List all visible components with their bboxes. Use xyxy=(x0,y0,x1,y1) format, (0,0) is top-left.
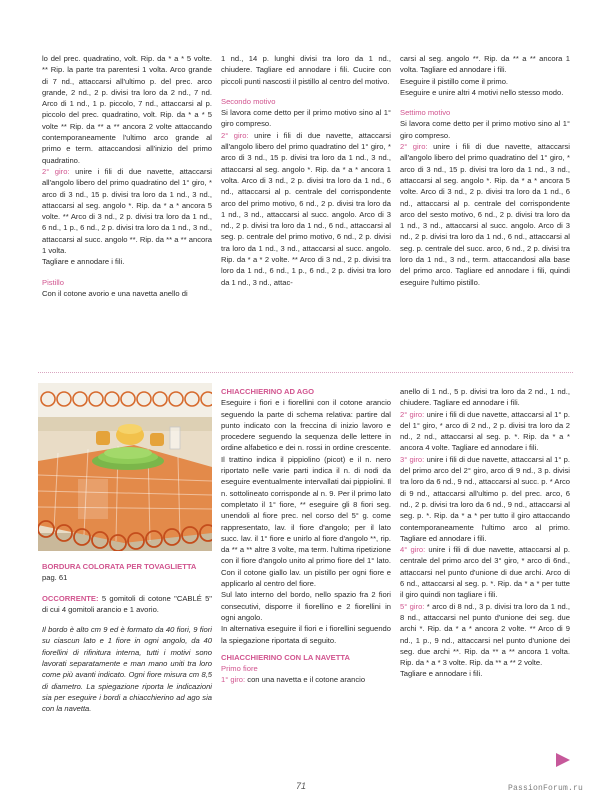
top-column-1 xyxy=(42,53,212,299)
page-number: 71 xyxy=(296,781,307,791)
secondo-motivo-heading: Secondo motivo xyxy=(221,96,276,106)
round-text: * arco di 8 nd., 3 p. divisi tra loro da 1 nd., 8 nd., attaccarsi nel punto d'unione dei seg. due archi *. Rip. da * a * ancora 2 volte. ** Arco di 9 nd., 1 p., 9 nd., attaccarsi nel punto d'unione dei seg. due archi **. Rip. da ** a ** ancora 1 volta. Rip. da * a * 3 volte. Rip. da ** a ** 2 volte. xyxy=(400,601,570,668)
top-column-3 xyxy=(400,53,570,288)
col3-b: Eseguire il pistillo come il primo. xyxy=(400,76,509,86)
round-5-paragraph xyxy=(400,601,570,669)
top-col1-text: lo del prec. quadratino, volt. Rip. da * a * 5 volte. ** Rip. la parte tra parentesi 1 volta. Arco grande di 7 nd., attaccarsi all'ultimo p. del prec. arco grande, 2 nd., 2 p. divisi tra loro da 2 nd., 7 nd. Arco di 1 nd., 1 p. piccolo, 7 nd., attaccarsi al p. piccolo del prec. quadratino, volt. Rip. da * a * 5 volte ** Rip. da ** a ** ancora 2 volte attaccando contemporaneamente l'ultimo arco grande al primo e term. attaccandosi all'inizio del primo quadratino. xyxy=(42,54,212,165)
round-text: unire i fili di due navette, attaccarsi al p. centrale del primo arco del 3° giro, * arco di 6nd., attaccarsi nel punto d'unione di due archi. Arco di 6 nd., attaccarsi al seg. p. *. Rip. da * a * per tutte il giro quindi non tagliare i fili. xyxy=(400,545,570,600)
section-divider xyxy=(38,372,573,373)
secondo-intro: Si lavora come detto per il primo motivo sino al 1° giro compreso. xyxy=(221,108,391,129)
materials-paragraph xyxy=(42,593,212,616)
project-title: BORDURA COLORATA PER TOVAGLIETTA xyxy=(42,562,197,571)
settimo-motivo-heading: Settimo motivo xyxy=(400,108,451,118)
round-label: 2° giro: xyxy=(400,409,425,419)
pistillo-text: Con il cotone avorio e una navetta anello di xyxy=(42,288,188,298)
col2-intro: 1 nd., 14 p. lunghi divisi tra loro da 1 nd., chiudere. Tagliare ed annodare i fili. Cucire con piccoli punti nascosti il pistillo al centro del motivo. xyxy=(221,54,391,86)
needle-tatting-text-2: Sul lato interno del bordo, nello spazio fra 2 fiori consecutivi, disporre il fiorellino e 2 fiorellini in ogni angolo. xyxy=(221,590,391,622)
ring-instruction: anello di 1 nd., 5 p. divisi tra loro da 2 nd., 1 nd., chiudere. Tagliare ed annodare i fili. xyxy=(400,387,570,408)
pistillo-heading: Pistillo xyxy=(42,277,64,287)
round-1-paragraph xyxy=(221,674,391,685)
end-instruction: Tagliare e annodare i fili. xyxy=(42,257,125,267)
needle-tatting-heading: CHIACCHIERINO AD AGO xyxy=(221,387,315,396)
round-label: 2° giro: xyxy=(400,142,428,152)
settimo-intro: Si lavora come detto per il primo motivo sino al 1° giro compreso. xyxy=(400,119,570,140)
col3-c: Eseguire e unire altri 4 motivi nello stesso modo. xyxy=(400,87,564,97)
watermark: PassionForum.ru xyxy=(508,784,584,793)
round-text: unire i fili di due navette, attaccarsi al 1° p. del 1° giro, * arco di 2 nd., 2 p. divisi tra loro da 2 nd., 2 nd., attaccarsi al seg. p. *. Rip. da * a * ancora 4 volte. Tagliare ed annodare i fili. xyxy=(400,409,570,453)
bottom-column-2 xyxy=(221,386,391,686)
round-text: unire i fili di due navette, attaccarsi all'angolo libero del primo quadratino del 1° giro, * arco di 3 nd., 15 p. divisi tra loro da 1 nd., 3 nd., attaccarsi al seg. angolo *. Rip. da * a * ancora 5 volte. Arco di 3 nd., 2 p. divisi tra loro da 1 nd., 6 nd., attaccarsi al p. centrale del corrispondente arco del sesto motivo, 6 nd., 2 p. divisi tra loro da 1 nd., 3 nd., attaccarsi al succ. angolo. Arco di 3 nd., 2 p. divisi tra loro da 1 nd., 6 nd., attaccarsi al seg. p. centrale del succ. arco, 6 nd., 2 p. divisi tra loro da 1 nd., 3 nd., term. attaccandosi alla base del primo arco. Tagliare ed annodare i fili, quindi eseguire l'ultimo pistillo. xyxy=(400,142,570,287)
col3-a: carsi al seg. angolo **. Rip. da ** a ** ancora 1 volta. Tagliare ed annodare i fili. xyxy=(400,54,570,75)
round-label: 2° giro: xyxy=(221,130,249,140)
tablecloth-photo-illustration xyxy=(38,383,212,551)
round-text: con una navetta e il cotone arancio xyxy=(247,675,366,685)
materials-label: OCCORRENTE: xyxy=(42,593,99,603)
shuttle-tatting-heading: CHIACCHIERINO CON LA NAVETTA xyxy=(221,652,350,662)
intro-paragraph: Il bordo è alto cm 9 ed è formato da 40 fiori, 9 fiori su ciascun lato e 1 fiore in ogni angolo, da 40 fiorellini di rifinitura interna, tutti i motivi sono lavorati separatamente e man mano uniti tra loro come più avanti indicato. Ogni fiore misura cm 8,5 di diametro. La spiegazione riporta le indicazioni sia per eseguire i bordi a chiacchierino ad ago sia con la navetta. xyxy=(42,625,212,714)
round-text: unire i fili di due navette, attaccarsi all'angolo libero del primo quadratino del 1° giro, * arco di 3 nd., 15 p. divisi tra loro da 1 nd., 3 nd., attaccarsi al seg. angolo *. Rip. da * a * ancora 1 volta. Arco di 3 nd., 2 p. divisi tra loro da 1 nd., 6 nd., attaccarsi al p. centrale del corrispondente arco del primo motivo, 6 nd., 2 p. divisi tra loro da 1 nd., 3 nd., attaccarsi al succ. angolo. Arco di 3 nd., 2 p. divisi tra loro da 1 nd., 6 nd., attaccarsi al seg. p. centrale del primo motivo, 6 nd., 2 p. divisi tra loro da 1 nd., 3 nd., attaccarsi al succ. angolo. Rip. da * a * 2 volte. ** Arco di 3 nd., 2 p. divisi tra loro da 1 nd., 6 nd., 1 p., 6 nd., 2 p. divisi tra loro da 1 nd., 3 nd., attac- xyxy=(221,130,391,287)
round-label: 2° giro: xyxy=(42,166,70,176)
next-page-arrow-icon[interactable] xyxy=(556,753,570,767)
round-3-paragraph xyxy=(400,454,570,544)
tablecloth-photo xyxy=(38,383,212,551)
round-label: 3° giro: xyxy=(400,454,425,464)
round-text: unire i fili di due navette, attaccarsi all'angolo libero del primo quadratino del 1° giro, * arco di 3 nd., 15 p. divisi tra loro da 1 nd., 3 nd., attaccarsi al seg. angolo *. Rip. da * a * ancora 5 volte. ** Arco di 3 nd., 2 p. divisi tra loro da 1 nd., 6 nd., 1 p., 6 nd., 2 p. divisi tra loro da 1 nd., 3 nd., attaccarsi al succ. angolo **. Rip. da ** a ** ancora 1 volta. xyxy=(42,166,212,256)
bottom-column-3 xyxy=(400,386,570,680)
primo-fiore-heading: Primo fiore xyxy=(221,664,258,674)
round-4-paragraph xyxy=(400,544,570,600)
bottom-column-1 xyxy=(42,561,212,715)
materials-text: 5 gomitoli di cotone "CABLÉ 5" di cui 4 gomitoli arancio e 1 avorio. xyxy=(42,593,212,614)
round-text: unire i fili di due navette, attaccarsi al 1° p. del primo arco del 2° giro, arco di 9 nd., 3 p. divisi tra loro da 6 nd., 9 nd., attaccarsi al succ. p. * Arco di 9 nd., attaccarsi all'ultimo p. del prec. arco, 6 nd., 2 p. divisi tra loro da 6 nd., 9 nd., attaccarsi al seg. p. *. Rip. da * a * per tutto il giro attaccando contemporaneamente l'ultimo arco al primo. Tagliare ed annodare i fili. xyxy=(400,454,570,543)
round-label: 4° giro: xyxy=(400,545,426,555)
needle-tatting-text-3: In alternativa eseguire il fiori e i fiorellini seguendo la spiegazione riportata di seguito. xyxy=(221,624,391,645)
round-2-paragraph xyxy=(221,130,391,288)
round-label: 5° giro: xyxy=(400,601,425,611)
needle-tatting-text: Eseguire i fiori e i fiorellini con il cotone arancio seguendo la parte di schema relativa: partire dal punto indicato con la freccina di inizio lavoro e procedere seguendo la sequenza delle lettere in ordine alfabetico e dei n. rossi in ordine crescente. Il trattino indica il pippiolino (picot) e il n. nero riportato nelle varie parti indica il n. di nodi da eseguire eventualmente intervallati dai pippiolini. Il n. sottolineato corrisponde al n. 9. Per il primo lato completato il 1° fiore, ** eseguire gli 8 fiori seg. unendoli al fiore prec. nel corso del 5° g. come rappresentato, lav. il fiore d'angolo; per il lato succ. lav. il 1° fiore e unirlo al fiore d'angolo **, rip. da ** a ** altre 3 volte, ma term. l'ultima ripetizione con il fiore d'angolo unito al primo fiore del 1° lato. Con il cotone giallo lav. un pistillo per ogni fiore e applicarlo al centro del fiore. xyxy=(221,398,391,589)
page-reference: pag. 61 xyxy=(42,573,68,583)
round-2-paragraph xyxy=(42,166,212,256)
round-2-paragraph xyxy=(400,141,570,288)
round-2-paragraph xyxy=(400,409,570,454)
top-column-2 xyxy=(221,53,391,288)
end-instruction: Tagliare e annodare i fili. xyxy=(400,669,483,679)
round-label: 1° giro: xyxy=(221,675,246,685)
